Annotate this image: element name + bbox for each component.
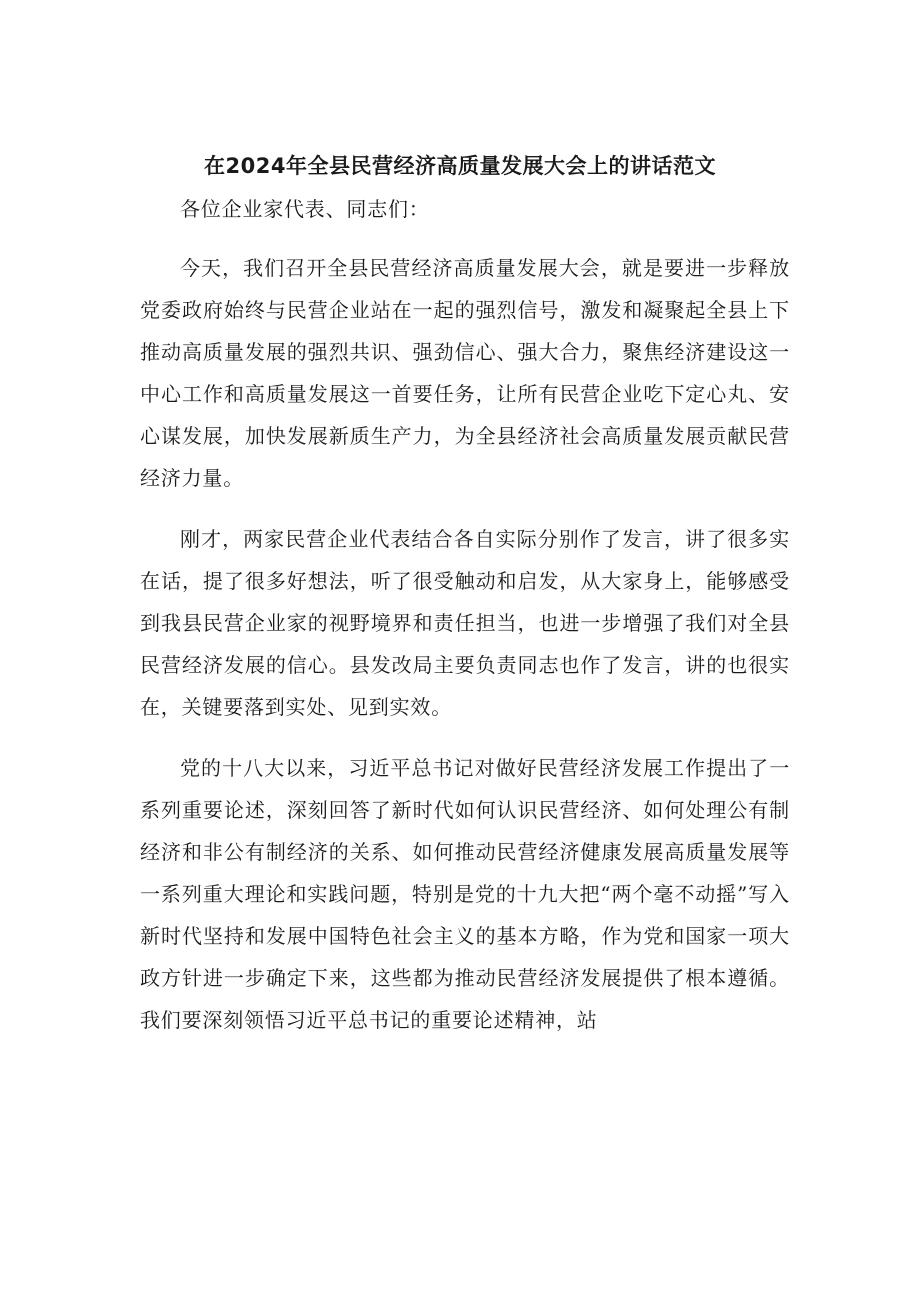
document-title: 在2024年全县民营经济高质量发展大会上的讲话范文 [204, 154, 716, 178]
body-paragraph-2: 刚才，两家民营企业代表结合各自实际分别作了发言，讲了很多实在话，提了很多好想法，听了很受触动和启发，从大家身上，能够感受到我县民营企业家的视野境界和责任担当，也进一步增强了我们对全县民营经济发展的信心。县发改局主要负责同志也作了发言，讲的也很实在，关键要落到实处、见到实效。 [140, 527, 790, 719]
body-paragraph-1: 今天，我们召开全县民营经济高质量发展大会，就是要进一步释放党委政府始终与民营企业站在一起的强烈信号，激发和凝聚起全县上下推动高质量发展的强烈共识、强劲信心、强大合力，聚焦经济建设这一中心工作和高质量发展这一首要任务，让所有民营企业吃下定心丸、安心谋发展，加快发展新质生产力，为全县经济社会高质量发展贡献民营经济力量。 [140, 256, 790, 490]
body-paragraph-3: 党的十八大以来，习近平总书记对做好民营经济发展工作提出了一系列重要论述，深刻回答了新时代如何认识民营经济、如何处理公有制经济和非公有制经济的关系、如何推动民营经济健康发展高质量发展等一系列重大理论和实践问题，特别是党的十九大把“两个毫不动摇”写入新时代坚持和发展中国特色社会主义的基本方略，作为党和国家一项大政方针进一步确定下来，这些都为推动民营经济发展提供了根本遵循。我们要深刻领悟习近平总书记的重要论述精神，站 [140, 756, 790, 1032]
greeting-paragraph: 各位企业家代表、同志们： [180, 197, 430, 221]
document-body [140, 188, 790, 1060]
